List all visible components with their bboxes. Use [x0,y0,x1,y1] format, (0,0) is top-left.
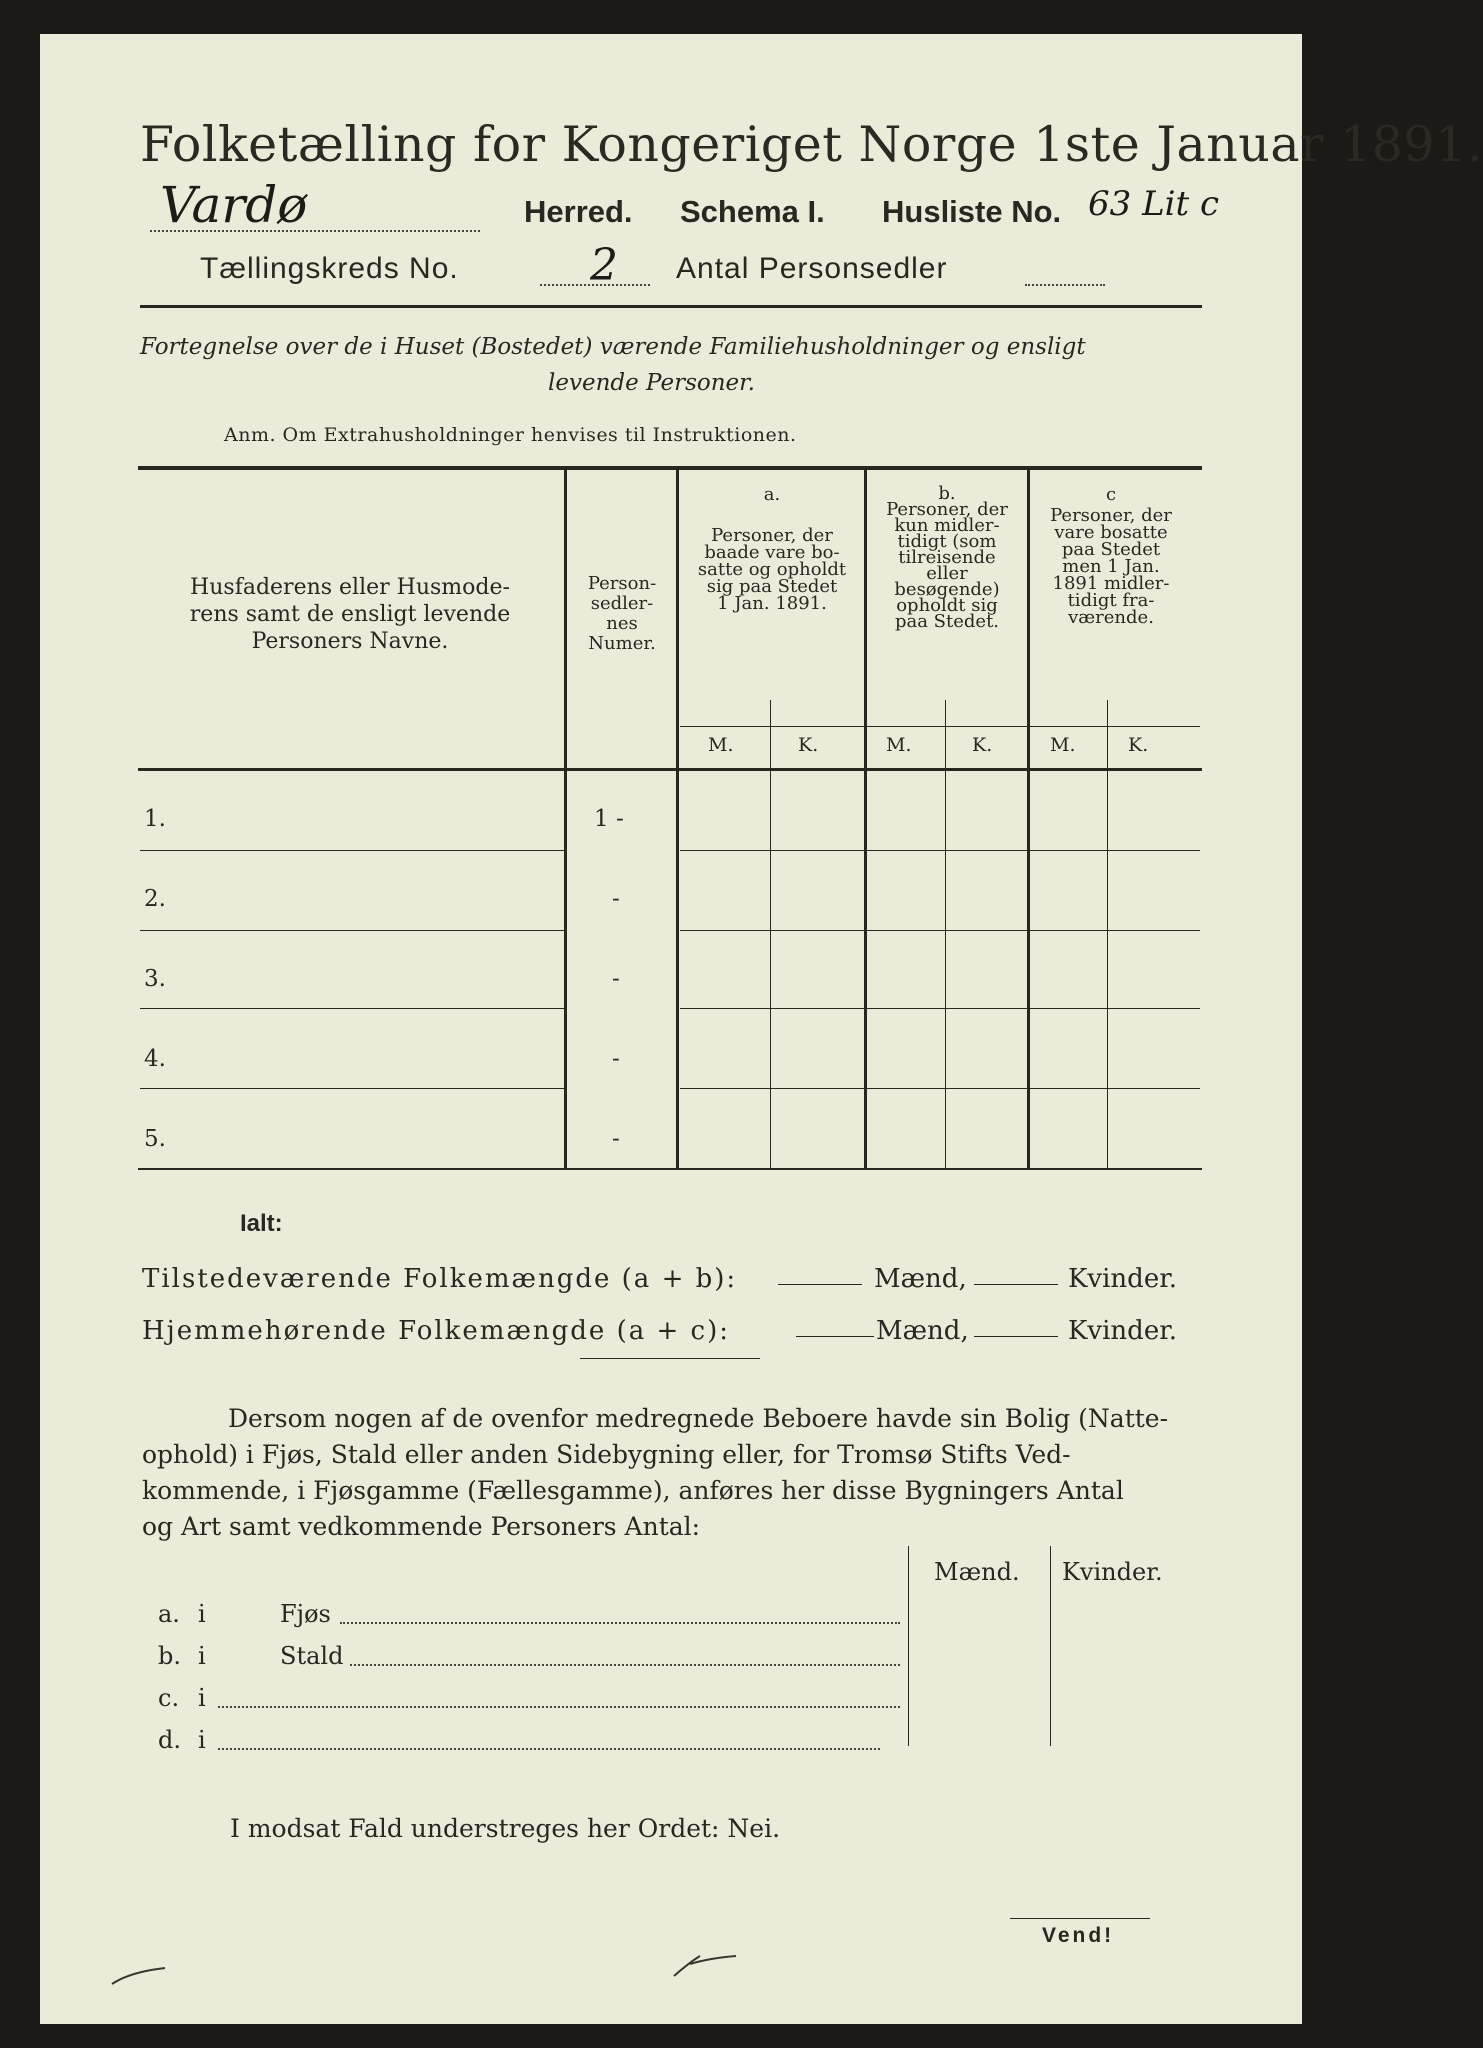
header-col-a-letter: a. [763,484,781,505]
header-names-line: rens samt de ensligt levende [189,602,511,627]
header-col-a-line: sig paa Stedet [706,576,838,597]
row-rule [680,850,1200,851]
row-rule [680,1088,1200,1089]
subtitle-line-2: levende Personer. [548,370,755,396]
header-col-b-line: Personer, der [886,499,1008,520]
header-col-a-line: baade vare bo- [704,542,840,563]
header-numer-line: nes [606,613,638,634]
row-numer: - [612,1046,620,1072]
total-blank-line [778,1284,862,1285]
buildings-divider [1050,1546,1051,1746]
header-col-c-line: 1891 midler- [1052,573,1170,594]
building-dotted-line [218,1706,900,1708]
modsat-note: I modsat Fald understreges her Ordet: Nei. [230,1814,781,1843]
header-names-line: Personers Navne. [251,629,449,654]
vend-rule [1010,1918,1150,1919]
row-rule [680,1008,1200,1009]
ialt-label: Ialt: [240,1210,283,1237]
place-dotted-line [150,230,480,232]
table-top-rule [138,466,1202,470]
row-rule [140,1088,564,1089]
total-hjemme-kvinder: Kvinder. [1068,1316,1178,1346]
header-col-a-line: Personer, der [711,525,833,546]
header-col-c-letter: c [1105,484,1117,505]
col-divider-numer [676,470,679,1168]
kreds-value: 2 [590,240,618,291]
header-names-line: Husfaderens eller Husmode- [190,575,510,600]
header-col-c-line: vare bosatte [1054,522,1168,543]
header-col-a [680,486,864,612]
building-letter: c. [158,1684,180,1712]
title-rule [140,305,1202,308]
husliste-label: Husliste No. [882,194,1062,229]
row-number: 3. [144,966,166,992]
col-divider-name [564,470,567,1168]
antal-dotted-line [1025,284,1105,286]
buildings-kvinder-header: Kvinder. [1062,1558,1163,1586]
building-prep: i [198,1600,206,1628]
row-rule [140,850,564,851]
header-col-c [1030,486,1192,626]
building-prep: i [198,1642,206,1670]
header-col-c-line: værende. [1068,607,1154,628]
paragraph-line: Dersom nogen af de ovenfor medregnede Beboere havde sin Bolig (Natte- [228,1404,1169,1433]
row-rule [140,1008,564,1009]
total-tilstede-kvinder: Kvinder. [1068,1264,1178,1294]
header-col-c-line: Personer, der [1050,505,1172,526]
total-blank-line [796,1336,874,1337]
header-col-b-letter: b. [938,483,956,504]
m-label-a: M. [708,734,734,756]
row-numer: - [612,966,620,992]
header-numer-line: Numer. [588,633,656,654]
table-bottom-rule [138,1168,1202,1170]
header-col-c-line: paa Stedet [1061,539,1161,560]
schema-label: Schema I. [680,194,825,229]
building-prep: i [198,1684,206,1712]
census-form-page [40,34,1483,2024]
paragraph-line: og Art samt vedkommende Personers Antal: [142,1512,701,1541]
row-number: 1. [144,806,166,832]
pencil-mark-icon [670,1942,740,1982]
building-dotted-line [350,1664,900,1666]
row-number: 4. [144,1046,166,1072]
header-col-b-line: eller [926,563,968,584]
header-names [150,574,550,655]
subtitle-line-1: Fortegnelse over de i Huset (Bostedet) værende Familiehusholdninger og ensligt [140,334,1086,360]
header-col-b-line: kun midler- [894,515,1000,536]
pencil-mark-icon [110,1962,170,1992]
form-title: Folketælling for Kongeriget Norge 1ste Januar 1891. [140,116,1483,173]
herred-label: Herred. [524,194,633,229]
header-col-b-line: tilreisende [898,547,996,568]
antal-label: Antal Personsedler [676,252,948,285]
header-col-b [867,483,1027,632]
total-blank-line [974,1336,1058,1337]
handwritten-place: Vardø [160,176,308,234]
building-letter: a. [158,1600,180,1628]
header-col-a-line: satte og opholdt [697,559,847,580]
total-hjemme-maend: Mænd, [876,1316,969,1346]
row-rule [680,930,1200,931]
buildings-divider [908,1546,909,1746]
total-tilstede-maend: Mænd, [874,1264,967,1294]
header-col-b-line: tidigt (som [897,531,997,552]
k-label-c: K. [1128,734,1149,756]
total-tilstede-label: Tilstedeværende Folkemængde (a + b): [142,1264,738,1294]
header-bottom-rule [138,768,1202,771]
k-label-b: K. [972,734,993,756]
m-label-c: M. [1050,734,1076,756]
mk-top-rule [680,726,1200,727]
row-number: 2. [144,886,166,912]
paragraph-line: ophold) i Fjøs, Stald eller anden Sidebygning eller, for Tromsø Stifts Ved- [142,1440,1071,1469]
separator-rule [580,1358,760,1359]
total-blank-line [974,1284,1058,1285]
row-numer: - [612,886,620,912]
row-numer: - [612,1126,620,1152]
header-col-c-line: tidigt fra- [1067,590,1155,611]
header-col-a-line: 1 Jan. 1891. [717,593,827,614]
row-rule [140,930,564,931]
row-number: 5. [144,1126,166,1152]
building-name: Fjøs [280,1600,331,1628]
building-dotted-line [340,1622,900,1624]
m-label-b: M. [886,734,912,756]
header-col-b-line: paa Stedet. [894,611,1000,632]
total-hjemme-label: Hjemmehørende Folkemængde (a + c): [142,1316,730,1346]
building-name: Stald [280,1642,344,1670]
header-numer-line: Person- [587,573,657,594]
anm-note: Anm. Om Extrahusholdninger henvises til Instruktionen. [224,424,797,446]
header-col-b-line: opholdt sig [896,595,998,616]
paragraph-line: kommende, i Fjøsgamme (Fællesgamme), anføres her disse Bygningers Antal [142,1476,1124,1505]
header-numer-line: sedler- [590,593,654,614]
k-label-a: K. [798,734,819,756]
header-numer [568,574,676,654]
kreds-label: Tællingskreds No. [200,252,459,285]
buildings-maend-header: Mænd. [934,1558,1020,1586]
building-letter: d. [158,1726,181,1754]
header-col-b-line: besøgende) [894,579,1000,600]
vend-label: Vend! [1042,1924,1115,1947]
husliste-value: 63 Lit c [1088,184,1220,224]
header-col-c-line: men 1 Jan. [1062,556,1160,577]
building-letter: b. [158,1642,181,1670]
row-numer: 1 - [594,806,624,832]
building-dotted-line [218,1748,880,1750]
building-prep: i [198,1726,206,1754]
